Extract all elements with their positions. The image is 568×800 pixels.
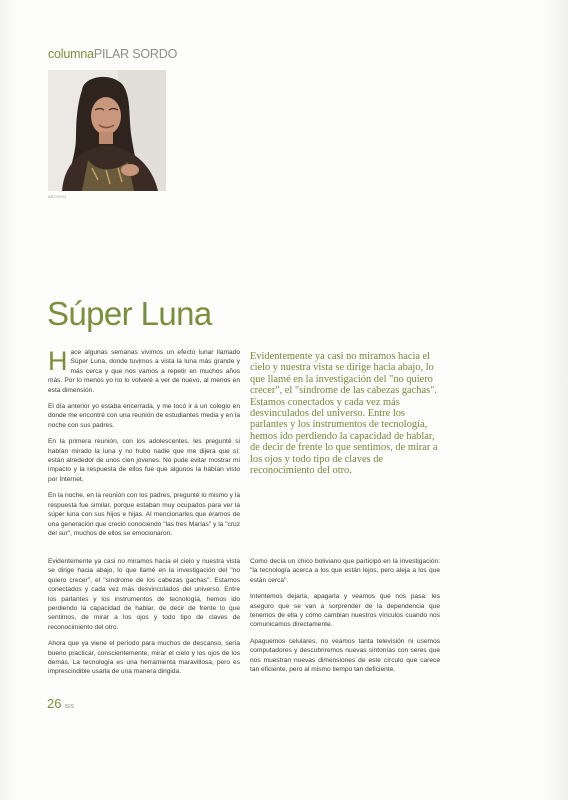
paragraph-7: Como decía un chico boliviano que participó en la investigación: "la tecnología acerca a los que están lejos, pero aleja a los que están cerca". — [250, 558, 440, 584]
photo-credit: ARCHIVO — [48, 194, 67, 199]
author-portrait-image — [48, 70, 166, 191]
paragraph-8: Intentemos dejarla, apagarla y veamos qué nos pasa: les aseguro que se van a sorprender de la dependencia que tenemos de ella y cómo cambian nuestros vínculos cuando nos comunicamos directamente. — [250, 593, 440, 629]
drop-cap: H — [48, 346, 68, 376]
paragraph-6: Ahora que ya viene el período para muchos de descanso, sería bueno practicar, conscientemente, mirar el cielo y los ojos de los demás. La tecnología es una herramienta maravillosa, pero es imprescindible usarla de una manera dirigida. — [48, 640, 240, 676]
paragraph-2: El día anterior yo estaba encerrada, y me tocó ir a un colegio en donde me encontré con una reunión de estudiantes media y en la noche con sus padres. — [48, 403, 240, 429]
magazine-name: ISIS — [64, 704, 74, 710]
pull-quote: Evidentemente ya casi no miramos hacia el cielo y nuestra vista se dirige hacia abajo, lo que llamé en la investigación del "no quiero crecer", el "síndrome de las cabezas gachas". Estamos conectados y cada vez más desvinculados del universo. Entre los parlantes y los instrumentos de tecnología, hemos ido perdiendo la capacidad de hablar, de decir de frente lo que sentimos, de mirar a los ojos y todo tipo de claves de reconocimiento del otro. — [250, 351, 438, 477]
paragraph-5: Evidentemente ya casi no miramos hacia el cielo y nuestra vista se dirige hacia abajo, lo que llamé en la investigación del "no quiero crecer", el "síndrome de los cabezas gachas". Estamos conectados y cada vez más desvinculados del universo. Entre los parlantes y los instrumentos de tecnología, hemos ido perdiendo la capacidad de hablar, de decir de frente lo que sentimos, de mirar a los ojos y todo tipo de claves de reconocimiento del otro. — [48, 558, 240, 631]
paragraph-4: En la noche, en la reunión con los padres, pregunté lo mismo y la respuesta fue similar, porque estaban muy ocupados para ver la súper luna con sus hijos e hijas. Al mencionarles que éramos de una generación que creció conociendo "las tres Marías" y la "cruz del sur", muchos de ellos se emocionaron. — [48, 492, 240, 537]
page-folio — [47, 696, 74, 711]
left-column-top — [48, 348, 240, 545]
paragraph-3: En la primera reunión, con los adolescentes, les pregunté si habían mirado la luna y no hubo nadie que me dijera que sí: están alrededor de unos cien jóvenes. No pude evitar mostrar mi impacto y la respuesta de ellos fue que algunos la habían visto por Internet. — [48, 438, 240, 483]
column-author: PILAR SORDO — [93, 47, 178, 61]
page-number: 26 — [47, 696, 62, 711]
column-label: columna — [48, 47, 94, 61]
left-column-bottom — [48, 557, 240, 684]
paragraph-9: Apaguemos celulares, no veamos tanta televisión ni usemos computadores y descubriremos nuevas sintonías con seres que nos muestran nuevas dimensiones de este círculo que carece tan eficiente, pero al mismo tiempo tan deficiente. — [250, 637, 440, 674]
author-photo — [48, 70, 166, 191]
right-column-bottom — [250, 557, 440, 681]
column-header — [48, 47, 177, 61]
intro-text: ace algunas semanas vivimos un efecto lunar llamado Súper Luna, donde tuvimos a vista la luna más grande y más cerca y que nos vamos a repetir en muchos años más. Por lo menos yo no lo volveré a ver de nuevo, al menos en esta dimensión. — [48, 349, 240, 394]
intro-paragraph — [48, 348, 240, 395]
article-title: Súper Luna — [47, 295, 212, 332]
